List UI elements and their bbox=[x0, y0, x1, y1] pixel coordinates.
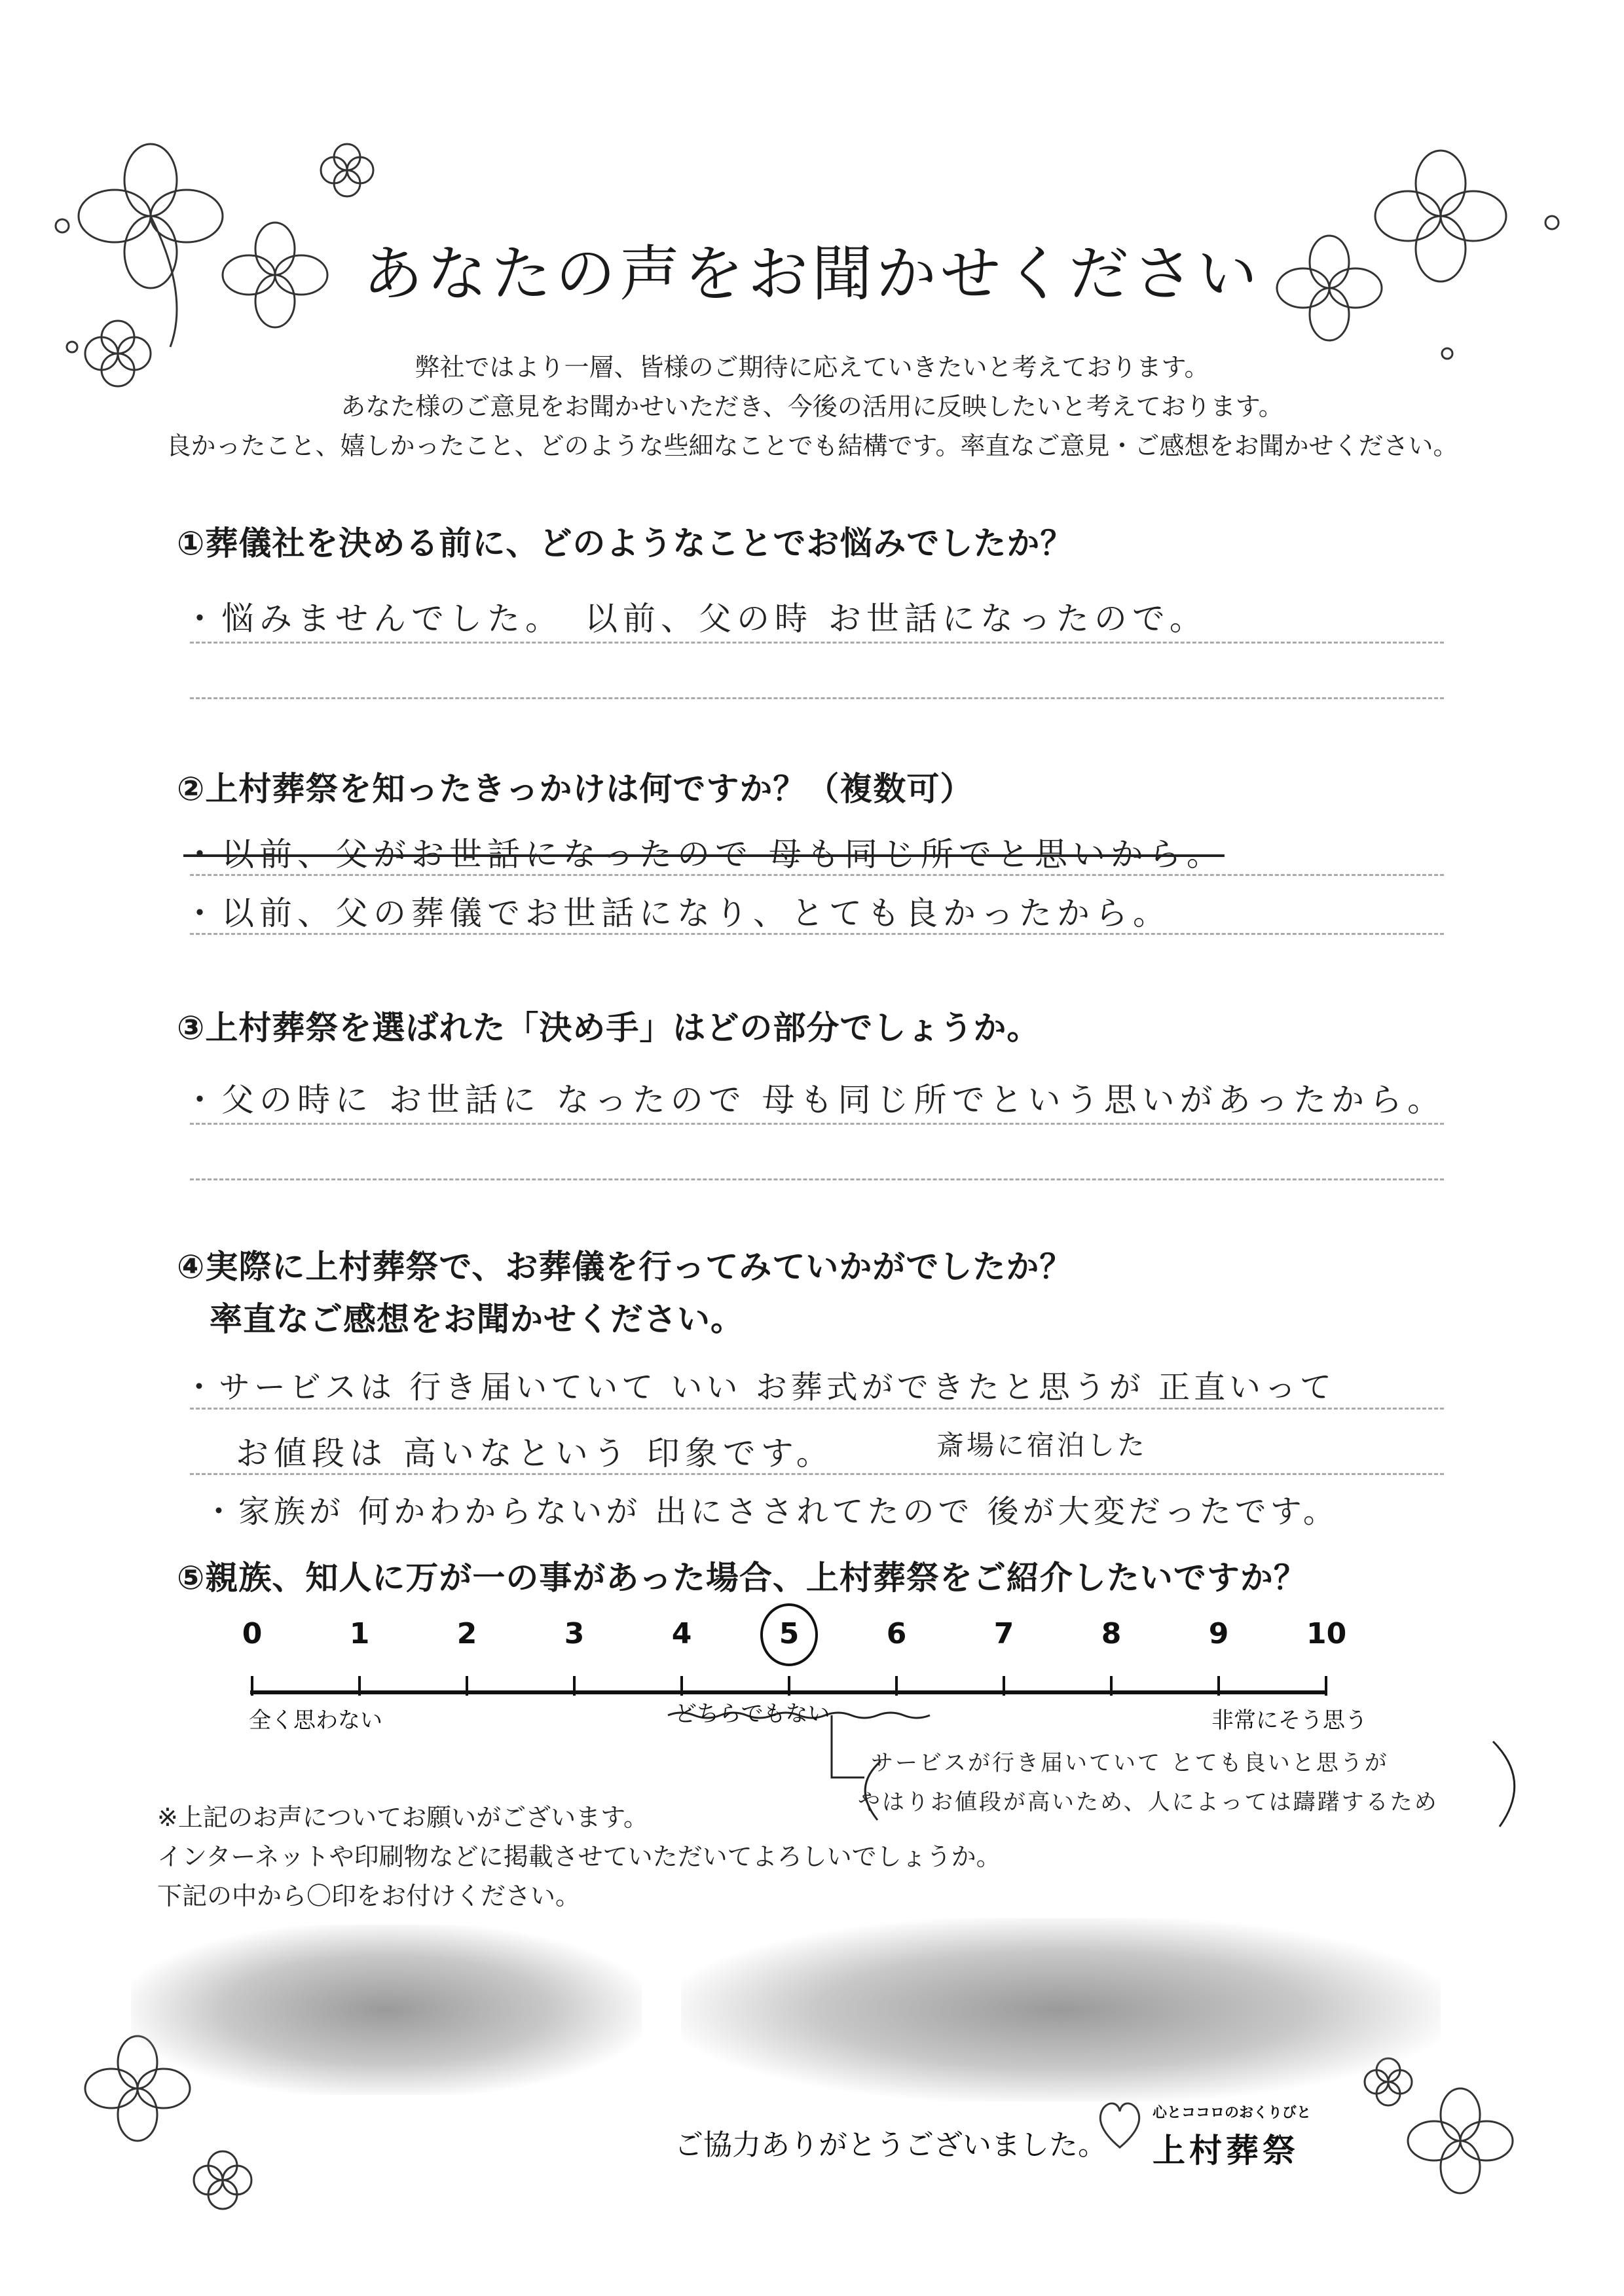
question-4-label: ④実際に上村葬祭で、お葬儀を行ってみていかがでしたか？ bbox=[177, 1248, 1073, 1286]
thanks-text: ご協力ありがとうございました。 bbox=[674, 2128, 1107, 2162]
answer-line bbox=[190, 642, 1444, 644]
question-1-label: ①葬儀社を決める前に、どのようなことでお悩みでしたか？ bbox=[177, 524, 1074, 562]
answer-line bbox=[190, 1123, 1444, 1125]
logo-tagline: 心とココロのおくりびと bbox=[1153, 2105, 1312, 2121]
clover-icon bbox=[194, 2151, 251, 2209]
scale-number[interactable]: 10 bbox=[1306, 1617, 1347, 1650]
question-4-insert: 斎場に宿泊した bbox=[936, 1429, 1148, 1461]
scale-number[interactable]: 1 bbox=[349, 1617, 370, 1650]
scale-number[interactable]: 9 bbox=[1208, 1617, 1229, 1650]
scale-number[interactable]: 7 bbox=[993, 1617, 1014, 1650]
scale-number[interactable]: 6 bbox=[886, 1617, 907, 1650]
question-3-label: ③上村葬祭を選ばれた「決め手」はどの部分でしょうか。 bbox=[177, 1009, 1041, 1047]
question-4-answer-1: ・サービスは 行き届いていて いい お葬式ができたと思うが 正直いって bbox=[183, 1369, 1336, 1406]
logo-name: 上村葬祭 bbox=[1153, 2132, 1299, 2170]
clover-icon bbox=[321, 144, 373, 196]
page-title: あなたの声をお聞かせください bbox=[362, 239, 1261, 309]
scale-mid-label: どちらでもない bbox=[674, 1701, 830, 1727]
question-3-answer: ・父の時に お世話に なったので 母も同じ所でという思いがあったから。 bbox=[183, 1081, 1446, 1119]
scale-number[interactable]: 5 bbox=[779, 1617, 800, 1650]
scale-number[interactable]: 0 bbox=[242, 1617, 263, 1650]
question-5-label: ⑤親族、知人に万が一の事があった場合、上村葬祭をご紹介したいですか？ bbox=[177, 1559, 1307, 1597]
note-line-2: インターネットや印刷物などに掲載させていただいてよろしいでしょうか。 bbox=[157, 1842, 1001, 1871]
answer-line bbox=[190, 1178, 1444, 1180]
scale-number[interactable]: 3 bbox=[564, 1617, 585, 1650]
intro-line-1: 弊社ではより一層、皆様のご期待に応えていきたいと考えております。 bbox=[415, 353, 1209, 382]
scale-high-label: 非常にそう思う bbox=[1211, 1707, 1367, 1734]
scale-number[interactable]: 2 bbox=[456, 1617, 477, 1650]
scale-number[interactable]: 4 bbox=[671, 1617, 692, 1650]
q5-comment-line-1: サービスが行き届いていて とても良いと思うが bbox=[871, 1750, 1389, 1776]
intro-line-3: 良かったこと、嬉しかったこと、どのような些細なことでも結構です。率直なご意見・ご感想をお聞かせください。 bbox=[166, 431, 1458, 460]
note-line-3: 下記の中から〇印をお付けください。 bbox=[157, 1882, 581, 1910]
question-2-answer: ・以前、父の葬儀でお世話になり、とても良かったから。 bbox=[183, 894, 1171, 932]
answer-line bbox=[190, 933, 1444, 935]
redacted-area-left bbox=[131, 1925, 642, 2095]
question-2-label: ②上村葬祭を知ったきっかけは何ですか？（複数可） bbox=[177, 770, 974, 808]
clover-icon bbox=[1408, 2088, 1513, 2193]
question-1-answer: ・悩みませんでした。 以前、父の時 お世話になったので。 bbox=[183, 600, 1208, 638]
scale-number[interactable]: 8 bbox=[1101, 1617, 1122, 1650]
question-2-answer-struck: ・以前、父がお世話になったので 母も同じ所でと思いから。 bbox=[183, 835, 1225, 873]
note-line-1: ※上記のお声についてお願いがございます。 bbox=[157, 1803, 649, 1832]
answer-line bbox=[190, 1408, 1444, 1410]
answer-line bbox=[190, 697, 1444, 699]
question-4-answer-2: お値段は 高いなという 印象です。 bbox=[236, 1434, 834, 1472]
question-4-label-2: 率直なご感想をお聞かせください。 bbox=[210, 1300, 744, 1338]
question-4-answer-3: ・家族が 何かわからないが 出にさされてたので 後が大変だったです。 bbox=[203, 1493, 1338, 1530]
q5-comment-line-2: やはりお値段が高いため、人によっては躊躇するため bbox=[858, 1789, 1439, 1815]
answer-line bbox=[190, 1473, 1444, 1475]
answer-line bbox=[190, 874, 1444, 876]
heart-logo-icon bbox=[1094, 2095, 1146, 2154]
intro-line-2: あなた様のご意見をお聞かせいただき、今後の活用に反映したいと考えております。 bbox=[341, 392, 1283, 421]
redacted-area-right bbox=[681, 1918, 1441, 2102]
scale-low-label: 全く思わない bbox=[249, 1707, 382, 1734]
